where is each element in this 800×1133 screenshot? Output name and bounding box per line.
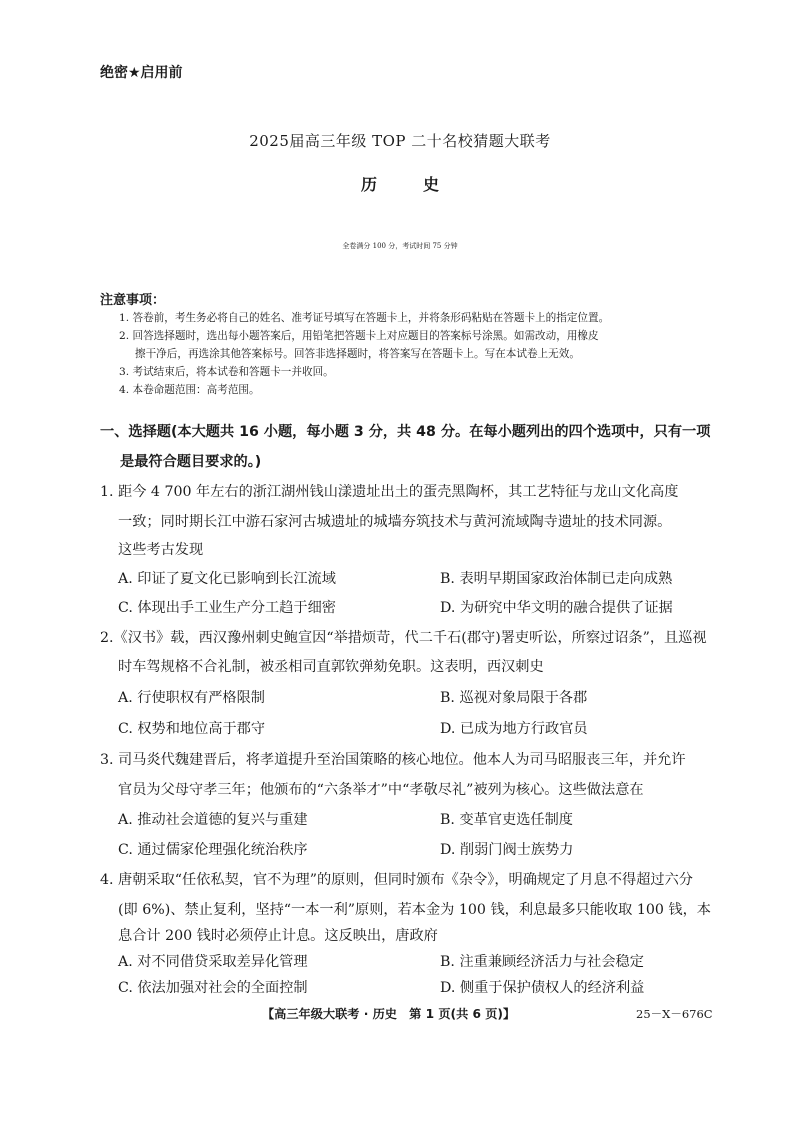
question-3-stem: 3. 司马炎代魏建晋后，将孝道提升至治国策略的核心地位。他本人为司马昭服丧三年，并允许 (100, 752, 686, 768)
notice-item: 4. 本卷命题范围：高考范围。 (119, 384, 260, 396)
question-2-stem-line: 时车驾规格不合礼制，被丞相司直郭钦弹劾免职。这表明，西汉刺史 (118, 659, 544, 675)
section-heading: 一、选择题(本大题共 16 小题，每小题 3 分，共 48 分。在每小题列出的四个选项中，只有一项 (100, 424, 711, 440)
question-3-option-d[interactable]: D. 削弱门阀士族势力 (440, 842, 574, 858)
question-2-option-c[interactable]: C. 权势和地位高于郡守 (118, 721, 266, 737)
question-1-option-d[interactable]: D. 为研究中华文明的融合提供了证据 (440, 600, 673, 616)
notice-item: 1. 答卷前，考生务必将自己的姓名、准考证号填写在答题卡上，并将条形码粘贴在答题卡上的指定位置。 (119, 312, 610, 324)
question-1-stem-line: 一致；同时期长江中游石家河古城遗址的城墙夯筑技术与黄河流域陶寺遗址的技术同源。 (118, 514, 672, 530)
paper-code: 25－X－676C (636, 1007, 713, 1021)
question-1-option-c[interactable]: C. 体现出手工业生产分工趋于细密 (118, 600, 336, 616)
subject-char-2: 史 (423, 175, 440, 194)
question-1-stem: 1. 距今 4 700 年左右的浙江湖州钱山漾遗址出土的蛋壳黑陶杯，其工艺特征与龙山文化高度 (100, 484, 679, 500)
question-2-option-b[interactable]: B. 巡视对象局限于各郡 (440, 690, 588, 706)
question-4-option-b[interactable]: B. 注重兼顾经济活力与社会稳定 (440, 954, 644, 970)
question-4-option-c[interactable]: C. 依法加强对社会的全面控制 (118, 980, 308, 996)
question-4-option-d[interactable]: D. 侧重于保护债权人的经济利益 (440, 980, 645, 996)
exam-title: 2025届高三年级 TOP 二十名校猜题大联考 (249, 132, 551, 150)
confidential-label: 绝密★启用前 (100, 65, 183, 81)
page-footer: 【高三年级大联考 · 历史 第 1 页(共 6 页)】 (262, 1007, 516, 1021)
subject-char-1: 历 (360, 175, 377, 194)
question-3-option-a[interactable]: A. 推动社会道德的复兴与重建 (118, 812, 308, 828)
question-1-option-b[interactable]: B. 表明早期国家政治体制已走向成熟 (440, 571, 673, 587)
question-4-stem-line: 息合计 200 钱时必须停止计息。这反映出，唐政府 (118, 928, 438, 944)
notice-item-continued: 擦干净后，再选涂其他答案标号。回答非选择题时，将答案写在答题卡上。写在本试卷上无效。 (135, 348, 580, 360)
question-3-option-c[interactable]: C. 通过儒家伦理强化统治秩序 (118, 842, 308, 858)
subject-title (0, 172, 800, 195)
notice-item: 2. 回答选择题时，选出每小题答案后，用铅笔把答题卡上对应题目的答案标号涂黑。如需改动，用橡皮 (119, 330, 599, 342)
question-3-stem-line: 官员为父母守孝三年；他颁布的“六条举才”中“孝敬尽礼”被列为核心。这些做法意在 (118, 782, 644, 798)
question-1-option-a[interactable]: A. 印证了夏文化已影响到长江流域 (118, 571, 336, 587)
section-heading-continued: 是最符合题目要求的。) (120, 454, 262, 470)
notice-item: 3. 考试结束后，将本试卷和答题卡一并收回。 (119, 366, 334, 378)
question-4-stem: 4. 唐朝采取“任依私契，官不为理”的原则，但同时颁布《杂令》，明确规定了月息不得超过六分 (100, 872, 693, 888)
question-2-option-a[interactable]: A. 行使职权有严格限制 (118, 690, 265, 706)
question-2-stem: 2.《汉书》载，西汉豫州刺史鲍宣因“举措烦苛，代二千石(郡守)署吏听讼，所察过诏条”，且巡视 (100, 630, 707, 646)
score-time-info: 全卷满分 100 分，考试时间 75 分钟 (342, 242, 458, 250)
notice-title: 注意事项： (100, 293, 166, 308)
question-3-option-b[interactable]: B. 变革官吏选任制度 (440, 812, 573, 828)
question-4-stem-line: (即 6%)、禁止复利，坚持“一本一利”原则，若本金为 100 钱，利息最多只能收取 100 钱，本 (118, 902, 711, 918)
question-1-stem-line: 这些考古发现 (118, 542, 204, 558)
question-2-option-d[interactable]: D. 已成为地方行政官员 (440, 721, 588, 737)
question-4-option-a[interactable]: A. 对不同借贷采取差异化管理 (118, 954, 308, 970)
